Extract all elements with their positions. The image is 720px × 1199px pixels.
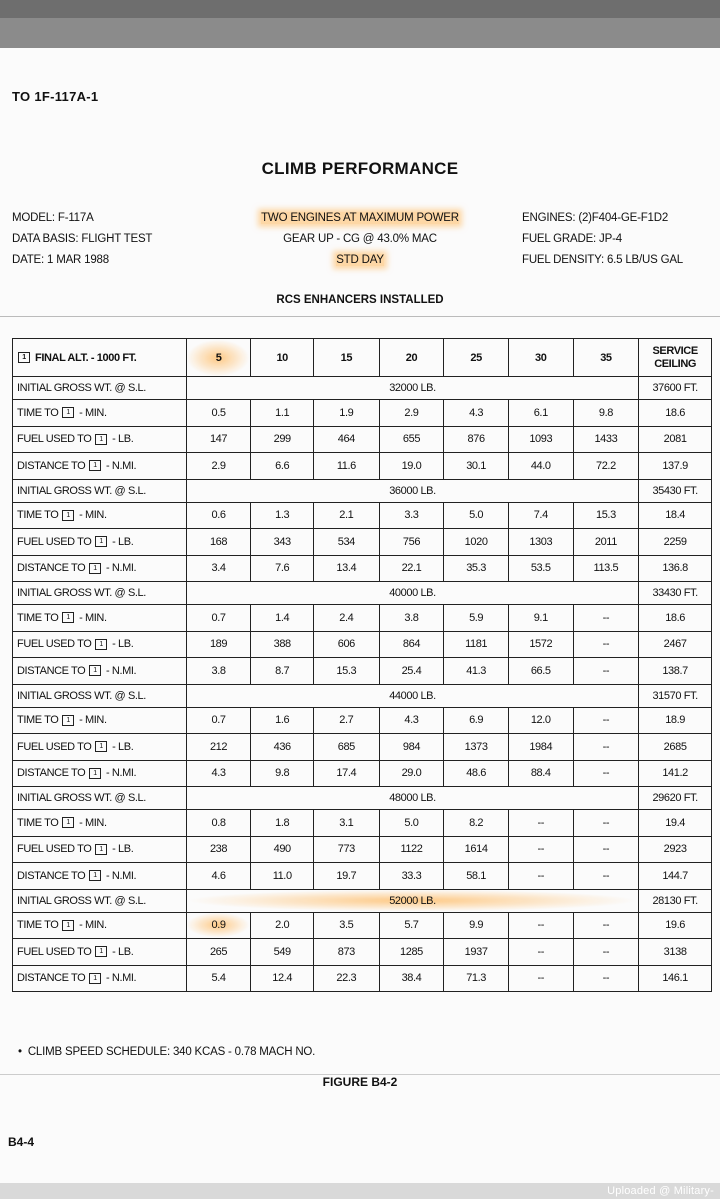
final-altitude-box-icon: 1 [89,870,101,881]
table-cell: 984 [379,734,444,761]
table-cell: 9.8 [251,760,314,787]
table-cell: 71.3 [444,965,509,992]
table-cell: -- [573,810,639,837]
table-cell: -- [508,939,573,966]
table-cell: 29.0 [379,760,444,787]
table-cell: 5.7 [379,912,444,939]
service-ceiling: 31570 FT. [639,684,712,707]
final-altitude-box-icon: 1 [89,768,101,779]
table-row [13,707,712,734]
table-subtitle: RCS ENHANCERS INSTALLED [276,294,444,306]
table-cell: 2685 [639,734,712,761]
final-altitude-box-icon: 1 [95,639,107,650]
table-cell: 2011 [573,529,639,556]
table-cell: 3.4 [186,555,251,582]
table-cell: 436 [251,734,314,761]
table-row [13,502,712,529]
table-cell: 33.3 [379,863,444,890]
table-cell: 1.3 [251,502,314,529]
document-id: TO 1F-117A-1 [12,89,99,104]
altitude-header-10: 10 [251,339,314,377]
table-cell: 3.5 [314,912,380,939]
table-cell: 8.2 [444,810,509,837]
table-cell: 5.9 [444,605,509,632]
weight-group-row [13,377,712,400]
table-row [13,836,712,863]
altitude-header-25: 25 [444,339,509,377]
table-cell: 48.6 [444,760,509,787]
table-cell: 19.6 [639,912,712,939]
table-cell: 864 [379,631,444,658]
table-cell: 1614 [444,836,509,863]
table-cell: -- [508,912,573,939]
table-row [13,734,712,761]
altitude-header-30: 30 [508,339,573,377]
table-cell: 144.7 [639,863,712,890]
table-cell: 2.4 [314,605,380,632]
table-cell: 66.5 [508,658,573,685]
weight-group-row [13,787,712,810]
final-altitude-box-icon: 1 [95,844,107,855]
table-cell: -- [573,605,639,632]
row-label-fuel: FUEL USED TO 1 - LB. [13,631,187,658]
table-cell: -- [508,810,573,837]
row-label-time: TIME TO 1 - MIN. [13,912,187,939]
table-cell: 238 [186,836,251,863]
header-center [200,208,520,271]
atmosphere-line: STD DAY [336,254,384,266]
table-cell: -- [573,760,639,787]
table-cell: 6.6 [251,453,314,480]
table-row [13,605,712,632]
table-cell: 35.3 [444,555,509,582]
engines-line: ENGINES: (2)F404-GE-F1D2 [522,212,669,224]
table-cell: 141.2 [639,760,712,787]
row-label-dist: DISTANCE TO 1 - N.MI. [13,965,187,992]
page-number: B4-4 [8,1135,35,1149]
row-label-dist: DISTANCE TO 1 - N.MI. [13,453,187,480]
table-cell: 4.6 [186,863,251,890]
service-ceiling: 33430 FT. [639,582,712,605]
table-cell: 138.7 [639,658,712,685]
table-cell: 18.9 [639,707,712,734]
table-cell: 9.8 [573,400,639,427]
table-cell: -- [573,939,639,966]
table-cell: 606 [314,631,380,658]
table-cell: 189 [186,631,251,658]
table-cell: 1984 [508,734,573,761]
table-cell: 2.7 [314,707,380,734]
table-cell: 7.6 [251,555,314,582]
gross-weight: 36000 LB. [186,479,639,502]
table-cell: -- [573,912,639,939]
table-cell: 19.0 [379,453,444,480]
table-cell: -- [573,631,639,658]
table-cell: 147 [186,426,251,453]
table-cell: 15.3 [573,502,639,529]
gross-weight: 48000 LB. [186,787,639,810]
service-ceiling: 29620 FT. [639,787,712,810]
table-cell: 9.1 [508,605,573,632]
table-cell: 0.7 [186,707,251,734]
configuration-line: GEAR UP - CG @ 43.0% MAC [283,233,437,245]
table-cell: 11.6 [314,453,380,480]
table-cell: 655 [379,426,444,453]
power-setting-line: TWO ENGINES AT MAXIMUM POWER [261,212,459,224]
table-cell: 1.6 [251,707,314,734]
final-altitude-box-icon: 1 [95,434,107,445]
gross-weight: 40000 LB. [186,582,639,605]
final-altitude-box-icon: 1 [95,536,107,547]
table-cell: -- [573,836,639,863]
table-cell: 343 [251,529,314,556]
table-cell: 1937 [444,939,509,966]
table-cell: -- [573,658,639,685]
final-altitude-box-icon: 1 [62,510,74,521]
table-cell: 0.9 [186,912,251,939]
table-cell: 549 [251,939,314,966]
row-label-time: TIME TO 1 - MIN. [13,400,187,427]
final-altitude-box-icon: 1 [62,612,74,623]
table-cell: -- [573,707,639,734]
service-ceiling: 37600 FT. [639,377,712,400]
table-row [13,555,712,582]
table-cell: 4.3 [444,400,509,427]
table-cell: 2081 [639,426,712,453]
row-label-fuel: FUEL USED TO 1 - LB. [13,939,187,966]
weight-group-row [13,684,712,707]
weight-group-row [13,582,712,605]
table-cell: 12.0 [508,707,573,734]
table-cell: 6.9 [444,707,509,734]
table-row [13,631,712,658]
table-cell: 88.4 [508,760,573,787]
header-left [12,208,152,271]
date-line: DATE: 1 MAR 1988 [12,254,109,266]
row-label-time: TIME TO 1 - MIN. [13,605,187,632]
table-row [13,965,712,992]
table-cell: 1181 [444,631,509,658]
table-cell: -- [508,863,573,890]
table-cell: 876 [444,426,509,453]
table-cell: 5.0 [379,810,444,837]
table-cell: 1285 [379,939,444,966]
table-cell: 2.1 [314,502,380,529]
group-label: INITIAL GROSS WT. @ S.L. [13,787,187,810]
table-cell: -- [508,836,573,863]
table-cell: 25.4 [379,658,444,685]
table-cell: 5.4 [186,965,251,992]
service-ceiling: 35430 FT. [639,479,712,502]
table-cell: 1433 [573,426,639,453]
table-cell: 18.4 [639,502,712,529]
table-cell: 1.9 [314,400,380,427]
table-cell: 13.4 [314,555,380,582]
table-cell: 2.9 [186,453,251,480]
table-cell: 212 [186,734,251,761]
data-basis-line: DATA BASIS: FLIGHT TEST [12,233,153,245]
gross-weight: 32000 LB. [186,377,639,400]
table-cell: 18.6 [639,400,712,427]
table-cell: 4.3 [379,707,444,734]
table-cell: 873 [314,939,380,966]
table-cell: -- [573,734,639,761]
table-cell: 22.1 [379,555,444,582]
table-cell: 534 [314,529,380,556]
table-cell: 8.7 [251,658,314,685]
table-row [13,760,712,787]
table-cell: 2467 [639,631,712,658]
table-row [13,453,712,480]
final-altitude-box-icon: 1 [18,352,30,363]
table-cell: 168 [186,529,251,556]
watermark: Uploaded @ Military- [607,1185,714,1197]
table-cell: 137.9 [639,453,712,480]
table-cell: 2923 [639,836,712,863]
gross-weight: 52000 LB. [186,889,639,912]
group-label: INITIAL GROSS WT. @ S.L. [13,479,187,502]
table-cell: 2.9 [379,400,444,427]
weight-group-row [13,889,712,912]
table-cell: 6.1 [508,400,573,427]
table-row [13,939,712,966]
table-cell: -- [573,965,639,992]
table-cell: 1020 [444,529,509,556]
altitude-header-15: 15 [314,339,380,377]
table-cell: 1303 [508,529,573,556]
altitude-header-35: 35 [573,339,639,377]
service-ceiling: 28130 FT. [639,889,712,912]
altitude-header-5: 5 [186,339,251,377]
table-cell: 388 [251,631,314,658]
table-cell: 12.4 [251,965,314,992]
table-cell: 17.4 [314,760,380,787]
group-label: INITIAL GROSS WT. @ S.L. [13,582,187,605]
table-cell: 22.3 [314,965,380,992]
table-cell: 0.5 [186,400,251,427]
table-cell: 1122 [379,836,444,863]
table-cell: 146.1 [639,965,712,992]
climb-speed-schedule: CLIMB SPEED SCHEDULE: 340 KCAS - 0.78 MACH NO. [27,1046,316,1058]
final-altitude-box-icon: 1 [62,715,74,726]
table-cell: 0.7 [186,605,251,632]
top-bar [0,0,720,48]
table-cell: 58.1 [444,863,509,890]
header-label-cell: 1 FINAL ALT. - 1000 FT. [13,339,187,377]
row-label-fuel: FUEL USED TO 1 - LB. [13,734,187,761]
table-cell: 38.4 [379,965,444,992]
page-title: CLIMB PERFORMANCE [261,159,459,178]
table-row [13,529,712,556]
table-cell: 19.4 [639,810,712,837]
row-label-dist: DISTANCE TO 1 - N.MI. [13,658,187,685]
row-label-time: TIME TO 1 - MIN. [13,502,187,529]
table-row [13,400,712,427]
table-cell: 4.3 [186,760,251,787]
table-cell: 299 [251,426,314,453]
status-strip [0,0,720,18]
table-cell: 41.3 [444,658,509,685]
row-label-fuel: FUEL USED TO 1 - LB. [13,529,187,556]
final-altitude-box-icon: 1 [89,460,101,471]
footnote: • CLIMB SPEED SCHEDULE: 340 KCAS - 0.78 MACH NO. [18,1046,316,1058]
table-cell: 0.6 [186,502,251,529]
row-label-dist: DISTANCE TO 1 - N.MI. [13,760,187,787]
table-cell: 113.5 [573,555,639,582]
group-label: INITIAL GROSS WT. @ S.L. [13,377,187,400]
table-cell: 72.2 [573,453,639,480]
final-altitude-box-icon: 1 [62,920,74,931]
table-cell: 685 [314,734,380,761]
fuel-density-line: FUEL DENSITY: 6.5 LB/US GAL [522,254,683,266]
table-row [13,912,712,939]
table-cell: 773 [314,836,380,863]
table-cell: 1.4 [251,605,314,632]
table-cell: 30.1 [444,453,509,480]
altitude-header-20: 20 [379,339,444,377]
table-cell: 5.0 [444,502,509,529]
table-cell: 3.1 [314,810,380,837]
service-ceiling-header: SERVICE CEILING [639,339,712,377]
row-label-fuel: FUEL USED TO 1 - LB. [13,426,187,453]
table-row [13,810,712,837]
table-cell: 3.8 [379,605,444,632]
table-cell: 3138 [639,939,712,966]
table-cell: 1373 [444,734,509,761]
table-row [13,863,712,890]
table-cell: -- [573,863,639,890]
table-cell: 53.5 [508,555,573,582]
figure-caption: FIGURE B4-2 [322,1075,398,1089]
table-cell: 464 [314,426,380,453]
table-cell: 9.9 [444,912,509,939]
climb-performance-table [12,338,712,992]
table-row [13,426,712,453]
row-label-time: TIME TO 1 - MIN. [13,810,187,837]
table-cell: 15.3 [314,658,380,685]
final-altitude-box-icon: 1 [95,946,107,957]
group-label: INITIAL GROSS WT. @ S.L. [13,889,187,912]
table-header-row [13,339,712,377]
final-altitude-box-icon: 1 [89,665,101,676]
table-cell: 7.4 [508,502,573,529]
row-label-fuel: FUEL USED TO 1 - LB. [13,836,187,863]
table-cell: 3.8 [186,658,251,685]
table-cell: 1.1 [251,400,314,427]
final-altitude-box-icon: 1 [62,817,74,828]
final-altitude-box-icon: 1 [89,973,101,984]
final-altitude-box-icon: 1 [62,407,74,418]
table-cell: -- [508,965,573,992]
table-cell: 2.0 [251,912,314,939]
gross-weight: 44000 LB. [186,684,639,707]
row-label-dist: DISTANCE TO 1 - N.MI. [13,863,187,890]
table-cell: 490 [251,836,314,863]
table-cell: 136.8 [639,555,712,582]
final-altitude-box-icon: 1 [89,563,101,574]
header-right [522,208,683,271]
divider [0,316,720,317]
fuel-grade-line: FUEL GRADE: JP-4 [522,233,622,245]
table-cell: 18.6 [639,605,712,632]
table-cell: 19.7 [314,863,380,890]
table-cell: 265 [186,939,251,966]
table-cell: 2259 [639,529,712,556]
table-cell: 3.3 [379,502,444,529]
model-line: MODEL: F-117A [12,212,94,224]
weight-group-row [13,479,712,502]
table-cell: 1093 [508,426,573,453]
table-cell: 1572 [508,631,573,658]
row-label-dist: DISTANCE TO 1 - N.MI. [13,555,187,582]
table-cell: 756 [379,529,444,556]
final-altitude-box-icon: 1 [95,741,107,752]
table-cell: 1.8 [251,810,314,837]
table-cell: 0.8 [186,810,251,837]
group-label: INITIAL GROSS WT. @ S.L. [13,684,187,707]
table-row [13,658,712,685]
table-cell: 11.0 [251,863,314,890]
row-label-time: TIME TO 1 - MIN. [13,707,187,734]
table-cell: 44.0 [508,453,573,480]
